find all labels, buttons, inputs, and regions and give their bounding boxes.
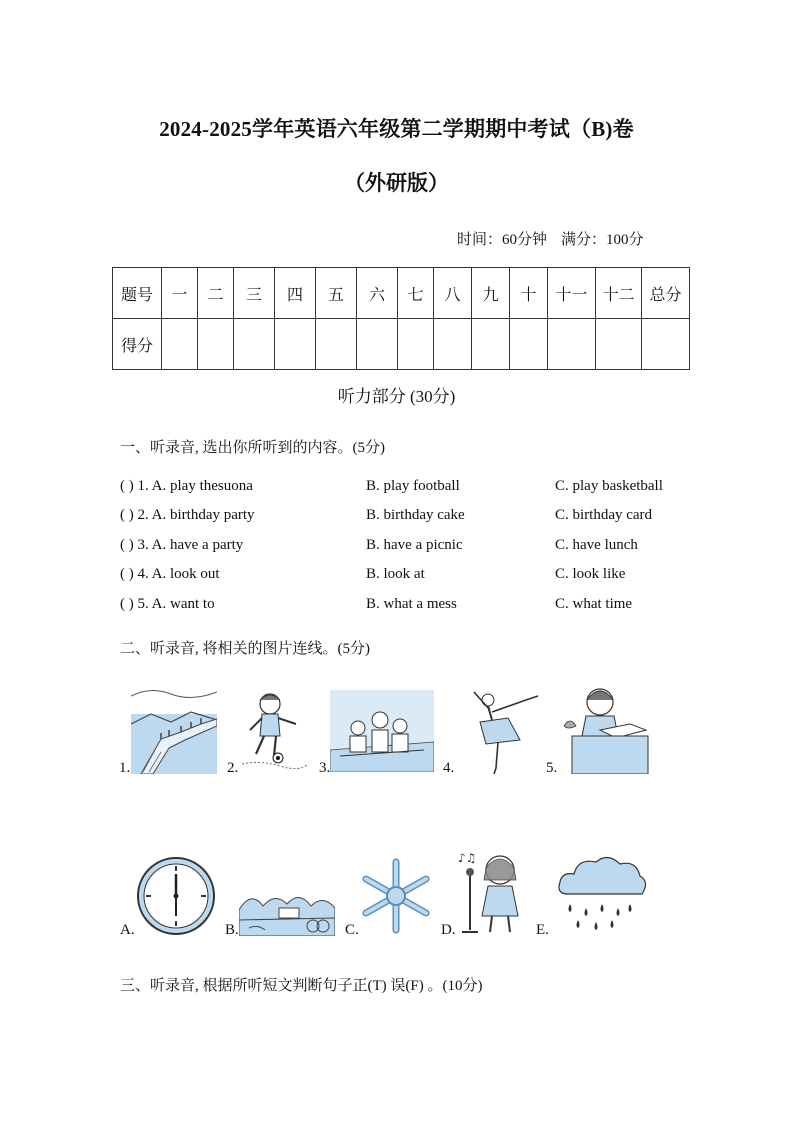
question-option-b: B. play football <box>366 478 460 494</box>
picture-label: C. <box>345 922 359 938</box>
question-option-c: C. look like <box>555 566 626 582</box>
score-cell: 三 <box>234 268 275 319</box>
question-option-a: ( ) 2. A. birthday party <box>120 507 255 523</box>
score-input-cell[interactable] <box>357 319 398 370</box>
question-option-b: B. look at <box>366 566 425 582</box>
question-row <box>120 566 720 588</box>
question-option-b: B. what a mess <box>366 596 457 612</box>
clock-icon <box>136 856 216 936</box>
exam-title: 2024-2025学年英语六年级第二学期期中考试（B)卷 <box>159 117 634 141</box>
question-option-a: ( ) 4. A. look out <box>120 566 220 582</box>
question-row <box>120 507 720 529</box>
section-1-heading: 一、听录音, 选出你所听到的内容。(5分) <box>120 440 385 456</box>
score-cell: 十一 <box>548 268 596 319</box>
picture-label: 5. <box>546 760 558 776</box>
score-input-cell[interactable] <box>234 319 275 370</box>
score-input-cell[interactable] <box>275 319 316 370</box>
exam-subtitle: （外研版） <box>344 171 449 195</box>
score-cell: 六 <box>357 268 398 319</box>
question-option-a: ( ) 1. A. play thesuona <box>120 478 253 494</box>
score-table <box>112 267 690 370</box>
park-icon <box>239 886 335 936</box>
score-cell: 八 <box>434 268 472 319</box>
section-3-heading: 三、听录音, 根据所听短文判断句子正(T) 误(F) 。(10分) <box>120 978 483 994</box>
question-option-b: B. birthday cake <box>366 507 465 523</box>
score-input-cell[interactable] <box>198 319 234 370</box>
score-input-cell[interactable] <box>548 319 596 370</box>
question-option-c: C. play basketball <box>555 478 663 494</box>
score-cell: 七 <box>398 268 434 319</box>
great-wall-icon <box>131 684 217 774</box>
question-option-c: C. birthday card <box>555 507 653 523</box>
girl-singing-icon <box>456 850 528 936</box>
exam-full-marks: 满分：100分 <box>561 232 644 248</box>
score-cell: 四 <box>275 268 316 319</box>
question-option-a: ( ) 3. A. have a party <box>120 537 244 553</box>
question-option-a: ( ) 5. A. want to <box>120 596 215 612</box>
score-cell: 二 <box>198 268 234 319</box>
question-option-c: C. have lunch <box>555 537 638 553</box>
score-input-cell[interactable] <box>162 319 198 370</box>
picture-label: 1. <box>119 760 131 776</box>
score-input-cell[interactable] <box>510 319 548 370</box>
score-cell: 十二 <box>596 268 642 319</box>
score-cell: 十 <box>510 268 548 319</box>
score-cell: 一 <box>162 268 198 319</box>
score-cell: 总分 <box>642 268 690 319</box>
svg-text:♪♫: ♪♫ <box>458 851 477 865</box>
picture-label: 4. <box>443 760 455 776</box>
score-table-score-row <box>113 319 690 370</box>
question-option-c: C. what time <box>555 596 633 612</box>
exam-meta <box>457 228 644 249</box>
picture-label: B. <box>225 922 239 938</box>
rain-cloud-icon <box>556 852 648 936</box>
listening-part-title: 听力部分 (30分) <box>337 387 456 406</box>
picture-label: 3. <box>319 760 331 776</box>
score-input-cell[interactable] <box>434 319 472 370</box>
score-input-cell[interactable] <box>398 319 434 370</box>
boy-football-icon <box>240 690 310 770</box>
exam-time: 时间：60分钟 <box>457 232 548 248</box>
score-input-cell[interactable] <box>472 319 510 370</box>
picture-label: A. <box>120 922 135 938</box>
question-row <box>120 596 720 618</box>
score-input-cell[interactable] <box>316 319 357 370</box>
ballet-dancer-icon <box>466 688 540 774</box>
question-row <box>120 537 720 559</box>
score-input-cell[interactable] <box>596 319 642 370</box>
score-cell: 五 <box>316 268 357 319</box>
score-table-header-row <box>113 268 690 319</box>
question-option-b: B. have a picnic <box>366 537 463 553</box>
score-row-label: 得分 <box>113 319 162 370</box>
picture-label: 2. <box>227 760 239 776</box>
family-picnic-icon <box>330 690 434 772</box>
snowflake-icon <box>360 856 432 936</box>
section-2-heading: 二、听录音, 将相关的图片连线。(5分) <box>120 641 370 657</box>
picture-label: D. <box>441 922 456 938</box>
score-cell: 题号 <box>113 268 162 319</box>
picture-label: E. <box>536 922 549 938</box>
score-input-cell[interactable] <box>642 319 690 370</box>
question-row <box>120 478 720 500</box>
boy-reading-icon <box>560 686 650 774</box>
score-cell: 九 <box>472 268 510 319</box>
